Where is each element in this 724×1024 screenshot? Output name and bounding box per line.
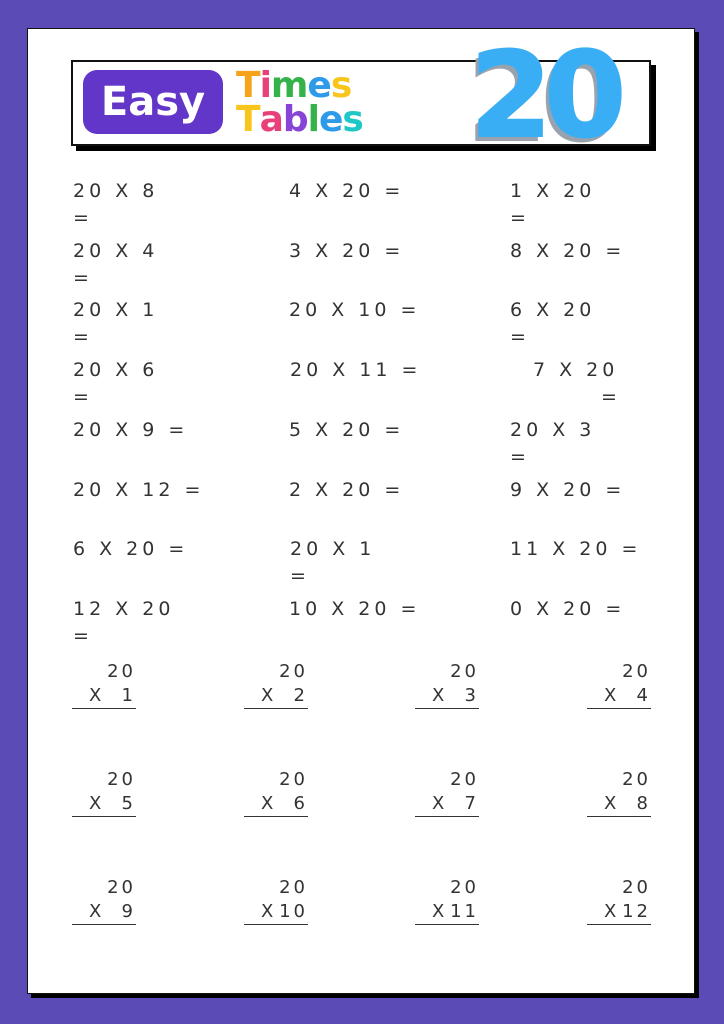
- problem-equals: =: [73, 624, 93, 647]
- vertical-problem: [587, 876, 651, 925]
- multiplier: 12: [622, 901, 651, 922]
- problem-equals: =: [290, 565, 310, 588]
- tables-title: Tables: [236, 99, 363, 140]
- times-title: Times: [236, 65, 352, 106]
- times-sign: X: [89, 793, 105, 814]
- horizontal-problem: [510, 596, 650, 623]
- multiplier: 10: [279, 901, 308, 922]
- problem-line: 20 X 3: [510, 418, 596, 441]
- times-sign: X: [261, 793, 277, 814]
- problem-line: 1 X 20: [510, 180, 596, 202]
- horizontal-problem: [73, 596, 213, 650]
- horizontal-problem: [289, 417, 429, 444]
- horizontal-problem: [73, 477, 213, 504]
- times-sign: X: [604, 793, 620, 814]
- horizontal-problem: [510, 417, 650, 471]
- problem-line: 2 X 20 =: [289, 478, 405, 501]
- problem-line: 3 X 20 =: [289, 239, 405, 262]
- multiplicand: 20: [279, 877, 308, 898]
- problem-equals: =: [510, 445, 530, 468]
- multiplier-row: [415, 900, 479, 925]
- horizontal-problem: [510, 238, 650, 265]
- multiplier-row: [587, 900, 651, 925]
- horizontal-problem: [290, 357, 430, 384]
- multiplier: 3: [464, 685, 479, 706]
- problem-line: 20 X 4: [73, 239, 159, 262]
- horizontal-problem: [289, 596, 429, 623]
- vertical-problem: [587, 768, 651, 817]
- times-sign: X: [432, 685, 448, 706]
- problem-line: 6 X 20: [510, 299, 596, 322]
- vertical-problem: [72, 660, 136, 709]
- problem-line: 8 X 20 =: [510, 239, 626, 262]
- multiplicand: 20: [107, 661, 136, 682]
- multiplier-row: [72, 792, 136, 817]
- multiplier-row: [587, 684, 651, 709]
- times-sign: X: [604, 901, 620, 922]
- times-sign: X: [432, 901, 448, 922]
- horizontal-problem: [73, 536, 213, 563]
- horizontal-problem: [289, 477, 429, 504]
- multiplier: 11: [450, 901, 479, 922]
- multiplicand: 20: [279, 769, 308, 790]
- problem-line: 12 X 20: [73, 597, 175, 620]
- vertical-problem: [244, 660, 308, 709]
- problem-equals: =: [510, 326, 530, 349]
- horizontal-problem: [289, 178, 429, 205]
- multiplier: 1: [121, 685, 136, 706]
- horizontal-problem: [510, 297, 650, 351]
- horizontal-problem: [510, 536, 650, 563]
- horizontal-problem: [290, 536, 430, 590]
- multiplier: 5: [121, 793, 136, 814]
- problem-line: 20 X 9 =: [73, 418, 189, 441]
- problem-equals: =: [73, 386, 93, 409]
- problem-line: 20 X 10 =: [289, 299, 421, 322]
- times-sign: X: [261, 685, 277, 706]
- vertical-problem: [415, 660, 479, 709]
- vertical-problem: [415, 876, 479, 925]
- problem-equals: =: [73, 266, 93, 289]
- problem-line: 4 X 20 =: [289, 180, 405, 202]
- horizontal-problem: [73, 178, 213, 232]
- problem-line: 20 X 1: [73, 299, 159, 322]
- worksheet-sheet: [27, 28, 695, 994]
- problem-line: 6 X 20 =: [73, 538, 189, 561]
- horizontal-problem: [73, 417, 213, 444]
- problem-line: 11 X 20 =: [510, 538, 642, 561]
- multiplier: 2: [293, 685, 308, 706]
- vertical-problem: [72, 768, 136, 817]
- times-sign: X: [89, 685, 105, 706]
- vertical-problem: [415, 768, 479, 817]
- vertical-problem: [587, 660, 651, 709]
- multiplicand: 20: [622, 769, 651, 790]
- multiplicand: 20: [622, 661, 651, 682]
- multiplicand: 20: [450, 769, 479, 790]
- problem-line: 20 X 8: [73, 180, 159, 202]
- multiplier: 9: [121, 901, 136, 922]
- problem-equals: =: [73, 326, 93, 349]
- problem-line: 9 X 20 =: [510, 478, 626, 501]
- problem-line: 20 X 1: [290, 538, 376, 561]
- multiplier-row: [415, 684, 479, 709]
- multiplicand: 20: [450, 661, 479, 682]
- horizontal-problem: [73, 238, 213, 292]
- horizontal-problem: [510, 477, 650, 504]
- problem-line: 20 X 6: [73, 359, 159, 382]
- problem-line: 20 X 12 =: [73, 478, 205, 501]
- multiplier-row: [244, 792, 308, 817]
- vertical-problem: [244, 768, 308, 817]
- problem-equals: =: [73, 207, 93, 229]
- multiplier: 6: [293, 793, 308, 814]
- multiplier: 4: [636, 685, 651, 706]
- vertical-problem: [72, 876, 136, 925]
- problem-equals: =: [510, 207, 530, 229]
- multiplier: 8: [636, 793, 651, 814]
- multiplier-row: [244, 900, 308, 925]
- times-sign: X: [89, 901, 105, 922]
- multiplier-row: [415, 792, 479, 817]
- problem-line: 10 X 20 =: [289, 597, 421, 620]
- multiplier-row: [72, 684, 136, 709]
- times-sign: X: [432, 793, 448, 814]
- horizontal-problem: [289, 297, 429, 324]
- vertical-problem: [244, 876, 308, 925]
- multiplier: 7: [464, 793, 479, 814]
- multiplicand: 20: [279, 661, 308, 682]
- horizontal-problem: [510, 178, 650, 232]
- multiplier-row: [587, 792, 651, 817]
- problem-equals: =: [601, 386, 621, 409]
- problem-line: 20 X 11 =: [290, 359, 422, 382]
- multiplicand: 20: [107, 877, 136, 898]
- multiplicand: 20: [107, 769, 136, 790]
- multiplicand: 20: [450, 877, 479, 898]
- multiplier-row: [244, 684, 308, 709]
- horizontal-problem: [73, 357, 213, 411]
- horizontal-problem: [533, 357, 673, 411]
- multiplier-row: [72, 900, 136, 925]
- problem-line: 0 X 20 =: [510, 597, 626, 620]
- horizontal-problem: [73, 297, 213, 351]
- horizontal-problem: [289, 238, 429, 265]
- multiplicand: 20: [622, 877, 651, 898]
- problem-line: 5 X 20 =: [289, 418, 405, 441]
- problem-line: 7 X 20: [533, 359, 619, 382]
- big-number-20: 20: [470, 26, 619, 164]
- easy-badge: Easy: [83, 70, 223, 134]
- times-sign: X: [604, 685, 620, 706]
- times-sign: X: [261, 901, 277, 922]
